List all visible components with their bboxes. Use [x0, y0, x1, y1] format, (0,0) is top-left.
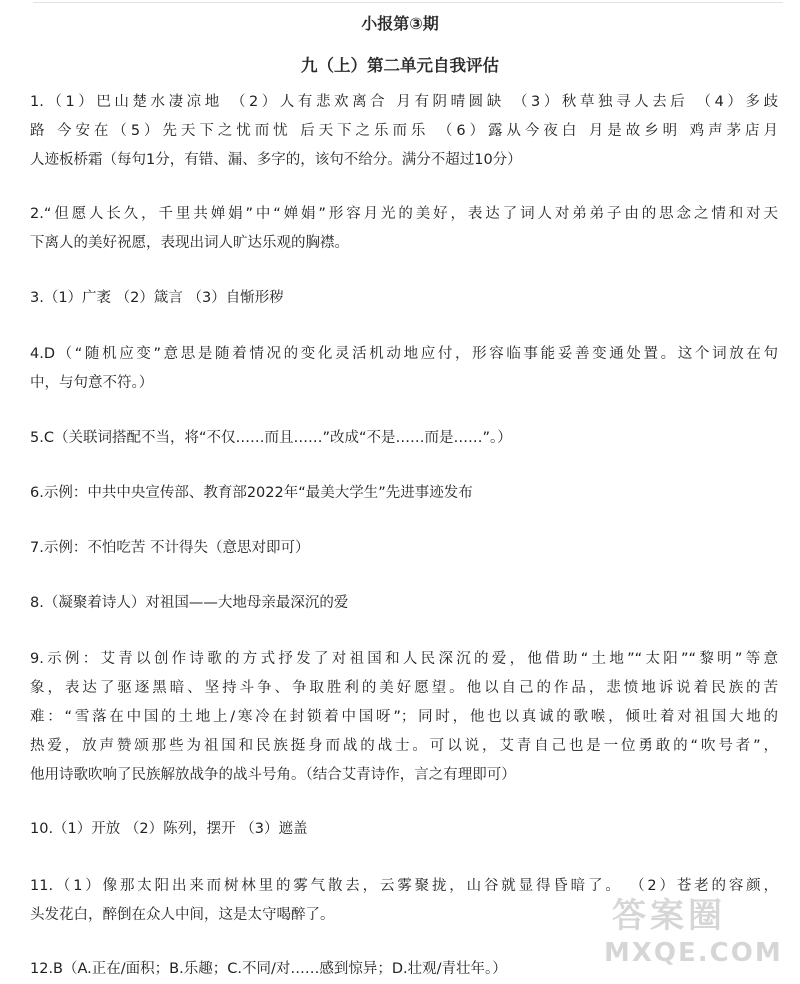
- page-title: 九（上）第二单元自我评估: [301, 56, 499, 75]
- answer-item-8: [30, 589, 778, 618]
- answer-line: 中，与句意不符。）: [30, 375, 154, 391]
- answer-line: 8.（凝聚着诗人）对祖国——大地母亲最深沉的爱: [30, 595, 349, 611]
- answer-item-3: [30, 284, 778, 313]
- answer-line: 他用诗歌吹响了民族解放战争的战斗号角。（结合艾青诗作，言之有理即可）: [30, 767, 516, 783]
- answer-line: 象，表达了驱逐黑暗、坚持斗争、争取胜利的美好愿望。他以自己的作品，悲愤地诉说着民族的苦: [30, 680, 778, 696]
- answer-item-9: [30, 645, 778, 790]
- answer-item-4: [30, 340, 778, 398]
- watermark-logo-text: 答案圈: [612, 896, 726, 936]
- answer-line: 9.示例：艾青以创作诗歌的方式抒发了对祖国和人民深沉的爱，他借助“土地”“太阳”“黎明”等意: [30, 651, 778, 667]
- answer-item-5: [30, 424, 778, 453]
- answer-line: 12.B（A.正在/面积；B.乐趣；C.不同/对……感到惊异；D.壮观/青壮年。）: [30, 961, 507, 977]
- answer-line: 下离人的美好祝愿，表现出词人旷达乐观的胸襟。: [30, 235, 349, 251]
- answer-line: 1.（1）巴山楚水凄凉地 （2）人有悲欢离合 月有阴晴圆缺 （3）秋草独寻人去后 （4）多歧: [30, 94, 778, 110]
- answer-line: 2.“但愿人长久，千里共婵娟”中“婵娟”形容月光的美好，表达了词人对弟弟子由的思念之情和对天: [30, 206, 778, 222]
- answer-line: 路 今安在（5）先天下之忧而忧 后天下之乐而乐 （6）露从今夜白 月是故乡明 鸡声茅店月: [30, 123, 778, 139]
- answer-line: 4.D（“随机应变”意思是随着情况的变化灵活机动地应付，形容临事能妥善变通处置。这个词放在句: [30, 346, 778, 362]
- answer-item-10: [30, 815, 778, 844]
- answer-line: 11.（1）像那太阳出来而树林里的雾气散去，云雾聚拢，山谷就显得昏暗了。 （2）苍老的容颜，: [30, 878, 778, 894]
- answer-item-7: [30, 534, 778, 563]
- answer-line: 7.示例：不怕吃苦 不计得失（意思对即可）: [30, 540, 310, 556]
- watermark-url: MXQE.COM: [604, 938, 783, 968]
- top-divider: [33, 2, 783, 3]
- answer-line: 难：“雪落在中国的土地上/寒冷在封锁着中国呀”；同时，他也以真诚的歌喉，倾吐着对祖国大地的: [30, 709, 778, 725]
- answer-item-2: [30, 200, 778, 258]
- answer-item-6: [30, 479, 778, 508]
- answer-line: 5.C（关联词搭配不当，将“不仅……而且……”改成“不是……而是……”。）: [30, 430, 512, 446]
- answer-line: 人迹板桥霜（每句1分，有错、漏、多字的，该句不给分。满分不超过10分）: [30, 152, 522, 168]
- answer-line: 10.（1）开放 （2）陈列，摆开 （3）遮盖: [30, 821, 308, 837]
- answer-item-1: [30, 88, 778, 175]
- answer-line: 头发花白，醉倒在众人中间，这是太守喝醉了。: [30, 907, 335, 923]
- issue-label: 小报第③期: [361, 14, 439, 33]
- answer-item-11: [30, 872, 778, 930]
- answer-line: 热爱，放声赞颂那些为祖国和民族挺身而战的战士。可以说，艾青自己也是一位勇敢的“吹号者”，: [30, 738, 778, 754]
- answer-line: 3.（1）广袤 （2）箴言 （3）自惭形秽: [30, 290, 284, 306]
- answer-line: 6.示例：中共中央宣传部、教育部2022年“最美大学生”先进事迹发布: [30, 485, 473, 501]
- answer-item-12: [30, 955, 778, 984]
